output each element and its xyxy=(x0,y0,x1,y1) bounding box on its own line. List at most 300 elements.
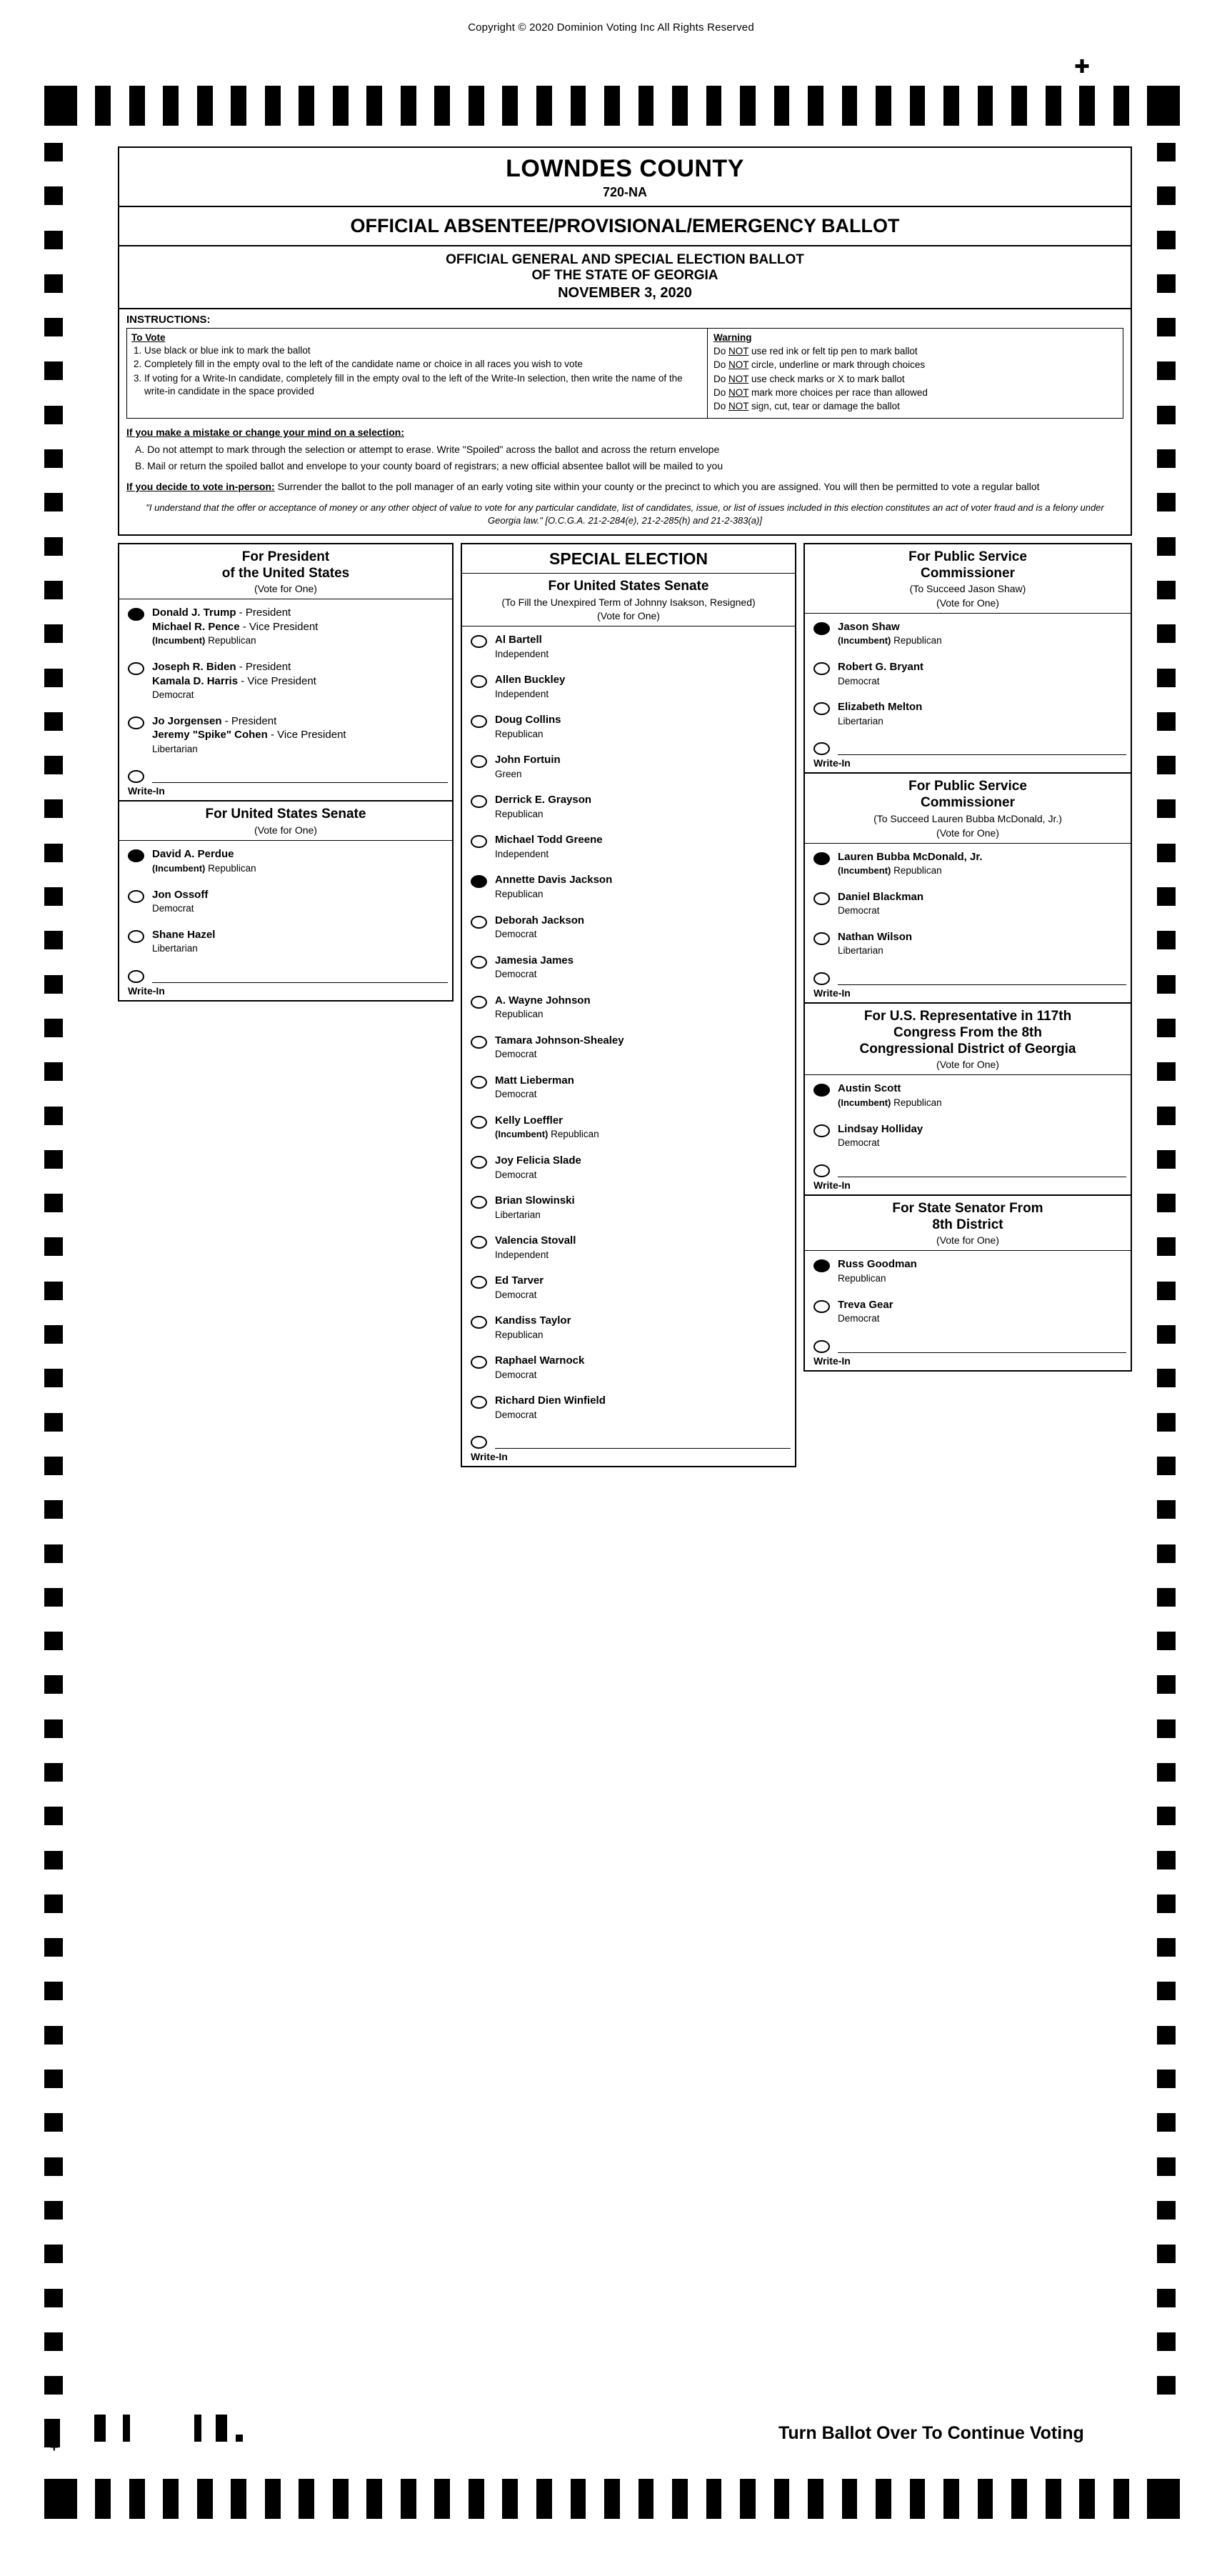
timing-mark xyxy=(44,2479,77,2519)
write-in-line[interactable] xyxy=(838,740,1126,755)
timing-mark xyxy=(44,1194,63,1212)
vote-oval[interactable] xyxy=(471,635,487,648)
warning-heading: Warning xyxy=(713,332,752,343)
option-text: David A. Perdue (Incumbent) Republican xyxy=(152,848,256,874)
timing-mark xyxy=(44,1851,63,1869)
vote-oval[interactable] xyxy=(471,875,487,888)
write-in-oval[interactable] xyxy=(813,1164,830,1177)
timing-mark xyxy=(1157,1982,1176,2000)
warning-item: Do NOT circle, underline or mark through choices xyxy=(713,359,926,371)
contest-header xyxy=(119,544,452,600)
ballot-option[interactable] xyxy=(805,614,1131,654)
timing-mark xyxy=(1157,669,1176,687)
mistake-heading: If you make a mistake or change your mind on a selection: xyxy=(126,426,404,439)
write-in-oval[interactable] xyxy=(813,1340,830,1353)
timing-mark xyxy=(44,2201,63,2220)
contest-psc-mcdonald xyxy=(803,772,1132,1004)
timing-mark xyxy=(401,86,416,126)
to-vote-step: 1. Use black or blue ink to mark the ballot xyxy=(144,344,703,357)
timing-mark xyxy=(44,361,63,380)
vote-for-instruction: (Vote for One) xyxy=(936,1059,999,1071)
write-in-option[interactable] xyxy=(119,962,452,983)
timing-mark xyxy=(44,931,63,949)
write-in-label: Write-In xyxy=(813,987,851,999)
timing-mark xyxy=(1157,2289,1176,2307)
to-vote-steps xyxy=(131,344,703,398)
option-text: Jon Ossoff Democrat xyxy=(152,888,209,914)
timing-mark xyxy=(299,2479,314,2519)
ballot-option[interactable] xyxy=(462,626,795,667)
timing-mark xyxy=(978,86,993,126)
write-in-oval[interactable] xyxy=(813,972,830,985)
timing-mark xyxy=(1157,2332,1176,2351)
timing-mark xyxy=(910,86,926,126)
ballot-option[interactable] xyxy=(462,827,795,867)
timing-mark xyxy=(44,493,63,511)
timing-mark xyxy=(44,1938,63,1957)
ballot-option[interactable] xyxy=(805,1292,1131,1332)
write-in-option[interactable] xyxy=(805,964,1131,985)
vote-oval[interactable] xyxy=(128,930,144,943)
write-in-label: Write-In xyxy=(471,1451,508,1463)
timing-mark xyxy=(604,86,620,126)
timing-mark xyxy=(1157,887,1176,906)
vote-oval[interactable] xyxy=(813,1300,830,1313)
ballot-option[interactable] xyxy=(805,694,1131,734)
vote-oval[interactable] xyxy=(813,1084,830,1097)
timing-mark xyxy=(333,2479,349,2519)
write-in-oval[interactable] xyxy=(471,1436,487,1449)
option-text: Treva Gear Democrat xyxy=(838,1298,893,1324)
timing-mark xyxy=(1157,231,1176,249)
timing-mark xyxy=(1157,1194,1176,1212)
ballot-option[interactable] xyxy=(805,1251,1131,1291)
vote-oval[interactable] xyxy=(471,715,487,728)
ballot-option[interactable] xyxy=(462,667,795,707)
timing-mark xyxy=(1157,1369,1176,1387)
timing-mark xyxy=(434,2479,450,2519)
ballot-option[interactable] xyxy=(462,867,795,907)
write-in-line[interactable] xyxy=(495,1434,791,1449)
write-in-line[interactable] xyxy=(152,968,448,983)
option-text: Joy Felicia Slade Democrat xyxy=(495,1154,581,1180)
timing-mark xyxy=(1157,2113,1176,2132)
vote-oval[interactable] xyxy=(471,996,487,1009)
vote-for-instruction: (Vote for One) xyxy=(936,1234,999,1247)
vote-oval[interactable] xyxy=(471,956,487,969)
option-text: Lindsay Holliday Democrat xyxy=(838,1122,923,1149)
vote-oval[interactable] xyxy=(128,849,144,862)
timing-mark xyxy=(44,143,63,161)
timing-mark xyxy=(1157,1544,1176,1563)
ballot-option[interactable] xyxy=(119,922,452,962)
vote-oval[interactable] xyxy=(471,1276,487,1289)
vote-oval[interactable] xyxy=(128,890,144,903)
contest-title: For U.S. Representative in 117th Congress From the 8th Congressional District of Georgia xyxy=(859,1009,1076,1057)
timing-mark xyxy=(1157,2376,1176,2395)
timing-mark xyxy=(44,2157,63,2176)
timing-mark xyxy=(876,86,891,126)
timing-mark xyxy=(44,1719,63,1738)
ballot-option[interactable] xyxy=(462,1107,795,1147)
option-text: Allen Buckley Independent xyxy=(495,674,566,699)
ballot-option[interactable] xyxy=(119,708,452,762)
timing-mark xyxy=(774,2479,790,2519)
option-text: Kandiss Taylor Republican xyxy=(495,1314,571,1340)
ballot-option[interactable] xyxy=(119,841,452,881)
vote-oval[interactable] xyxy=(471,1316,487,1329)
option-text: Austin Scott (Incumbent) Republican xyxy=(838,1082,942,1108)
contest-header xyxy=(805,1004,1131,1075)
option-text: Joseph R. Biden - President Kamala D. Harris - Vice President Democrat xyxy=(152,661,316,701)
option-text: Michael Todd Greene Independent xyxy=(495,834,603,859)
timing-mark xyxy=(44,2026,63,2045)
vote-for-instruction: (Vote for One) xyxy=(254,583,317,595)
timing-mark xyxy=(44,624,63,643)
election-title-line2: OF THE STATE OF GEORGIA xyxy=(531,268,718,283)
timing-mark xyxy=(1157,1413,1176,1432)
ballot-option[interactable] xyxy=(462,1227,795,1267)
vote-for-instruction: (Vote for One) xyxy=(597,610,660,622)
vote-oval[interactable] xyxy=(471,1236,487,1249)
timing-mark xyxy=(1157,1588,1176,1607)
write-in-line[interactable] xyxy=(838,1162,1126,1177)
timing-mark xyxy=(469,2479,484,2519)
ballot-option[interactable] xyxy=(805,1116,1131,1156)
timing-mark xyxy=(842,86,858,126)
timing-mark xyxy=(44,1237,63,1256)
contest-us-senate xyxy=(118,800,454,1001)
option-text: A. Wayne Johnson Republican xyxy=(495,994,591,1020)
registration-crosshair-icon: ✚ xyxy=(1074,56,1090,77)
timing-mark xyxy=(910,2479,926,2519)
ballot-option[interactable] xyxy=(805,844,1131,884)
option-text: Ed Tarver Democrat xyxy=(495,1274,544,1300)
vote-oval[interactable] xyxy=(471,755,487,768)
contest-state-senator-8 xyxy=(803,1194,1132,1372)
timing-mark xyxy=(44,1763,63,1782)
timing-mark xyxy=(197,2479,213,2519)
timing-mark xyxy=(536,86,552,126)
timing-mark xyxy=(502,86,518,126)
write-in-line[interactable] xyxy=(838,970,1126,985)
timing-mark xyxy=(604,2479,620,2519)
timing-mark xyxy=(1157,1500,1176,1519)
contest-columns xyxy=(118,543,1132,1467)
timing-mark xyxy=(469,86,484,126)
option-text: John Fortuin Green xyxy=(495,754,561,779)
mistake-section xyxy=(126,425,1123,473)
timing-mark xyxy=(1157,1851,1176,1869)
warning-item: Do NOT mark more choices per race than allowed xyxy=(713,386,928,398)
vote-oval[interactable] xyxy=(471,795,487,808)
timing-mark xyxy=(265,2479,281,2519)
write-in-oval[interactable] xyxy=(128,770,144,783)
column-right xyxy=(803,543,1132,1370)
timing-mark xyxy=(1157,1237,1176,1256)
option-text: Russ Goodman Republican xyxy=(838,1258,917,1284)
ballot-option[interactable] xyxy=(462,1387,795,1427)
vote-oval[interactable] xyxy=(813,702,830,715)
option-text: Elizabeth Melton Libertarian xyxy=(838,701,923,727)
timing-mark xyxy=(1157,1807,1176,1825)
vote-oval[interactable] xyxy=(813,622,830,635)
timing-mark xyxy=(163,2479,179,2519)
ballot-option[interactable] xyxy=(462,1307,795,1347)
timing-mark xyxy=(1079,2479,1095,2519)
timing-mark xyxy=(44,2376,63,2395)
ballot-option[interactable] xyxy=(462,947,795,987)
ballot-option[interactable] xyxy=(462,1267,795,1307)
in-person-text: Surrender the ballot to the poll manager of an early voting site within your county or the precinct to which you are assigned. You will then be permitted to vote a regular ballot xyxy=(277,481,1040,493)
vote-oval[interactable] xyxy=(471,1356,487,1369)
option-text: Doug Collins Republican xyxy=(495,714,561,739)
timing-mark xyxy=(978,2479,993,2519)
timing-mark xyxy=(1157,2245,1176,2263)
contest-subtitle: (To Succeed Lauren Bubba McDonald, Jr.) xyxy=(873,813,1062,825)
timing-mark xyxy=(197,86,213,126)
timing-mark xyxy=(44,186,63,205)
vote-oval[interactable] xyxy=(471,1196,487,1209)
warning-list xyxy=(713,345,1117,413)
option-text: Matt Lieberman Democrat xyxy=(495,1074,574,1100)
ballot-option[interactable] xyxy=(805,1075,1131,1115)
timing-mark xyxy=(842,2479,858,2519)
ballot-option[interactable] xyxy=(462,1147,795,1187)
timing-mark xyxy=(1157,449,1176,468)
timing-mark xyxy=(1157,1282,1176,1300)
timing-mark xyxy=(1157,975,1176,994)
option-text: Jason Shaw (Incumbent) Republican xyxy=(838,620,942,647)
timing-mark xyxy=(44,975,63,994)
timing-mark xyxy=(95,86,111,126)
option-text: Al Bartell Independent xyxy=(495,634,549,659)
timing-mark xyxy=(1079,86,1095,126)
special-election-banner: SPECIAL ELECTION xyxy=(462,544,795,574)
timing-marks-bottom xyxy=(44,2479,1180,2519)
option-text: Kelly Loeffler (Incumbent) Republican xyxy=(495,1114,599,1140)
timing-mark xyxy=(536,2479,552,2519)
vote-oval[interactable] xyxy=(813,1124,830,1137)
timing-mark xyxy=(44,1894,63,1913)
timing-mark xyxy=(1157,1719,1176,1738)
vote-oval[interactable] xyxy=(471,835,487,848)
option-text: Derrick E. Grayson Republican xyxy=(495,794,592,819)
ballot-option[interactable] xyxy=(805,924,1131,964)
election-date: NOVEMBER 3, 2020 xyxy=(558,285,692,301)
timing-mark xyxy=(1157,1675,1176,1694)
option-text: Brian Slowinski Libertarian xyxy=(495,1194,575,1220)
option-text: Jo Jorgensen - President Jeremy "Spike" Cohen - Vice President Libertarian xyxy=(152,714,346,754)
timing-mark xyxy=(44,1107,63,1125)
timing-mark xyxy=(1157,406,1176,424)
timing-mark xyxy=(1157,186,1176,205)
vote-oval[interactable] xyxy=(471,916,487,929)
timing-marks-left xyxy=(44,143,63,2420)
timing-mark xyxy=(44,1282,63,1300)
vote-oval[interactable] xyxy=(128,717,144,729)
timing-mark xyxy=(1157,1019,1176,1037)
timing-mark xyxy=(943,86,959,126)
timing-mark xyxy=(44,2113,63,2132)
timing-mark xyxy=(1157,318,1176,336)
timing-mark xyxy=(44,1369,63,1387)
contest-header xyxy=(805,774,1131,843)
timing-mark xyxy=(44,1150,63,1169)
vote-oval[interactable] xyxy=(813,1259,830,1272)
voter-fraud-oath: "I understand that the offer or acceptance of money or any other object of value to vote for any particular candidate, list of candidates, issue, or list of issues included in this election constitutes an act of voter fraud and is a felony under Georgia law." [O.C.G.A. 21-2-284(e), 21-2-285(h) and 21-2-383(a)] xyxy=(146,501,1104,526)
timing-mark xyxy=(672,86,688,126)
timing-mark xyxy=(44,231,63,249)
ballot-option[interactable] xyxy=(462,1347,795,1387)
timing-mark xyxy=(163,86,179,126)
ballot-option[interactable] xyxy=(119,882,452,922)
timing-mark xyxy=(401,2479,416,2519)
write-in-option[interactable] xyxy=(805,734,1131,755)
vote-oval[interactable] xyxy=(813,892,830,905)
timing-mark xyxy=(44,406,63,424)
timing-mark xyxy=(1157,1938,1176,1957)
timing-mark xyxy=(366,2479,382,2519)
timing-mark xyxy=(299,86,314,126)
vote-oval[interactable] xyxy=(471,1396,487,1409)
timing-mark xyxy=(638,86,654,126)
ballot-option[interactable] xyxy=(119,599,452,654)
timing-mark xyxy=(1157,2157,1176,2176)
option-text: Tamara Johnson-Shealey Democrat xyxy=(495,1034,624,1060)
ballot-option[interactable] xyxy=(119,654,452,708)
write-in-option[interactable] xyxy=(462,1427,795,1449)
timing-mark xyxy=(44,581,63,599)
timing-mark xyxy=(1157,712,1176,731)
timing-mark xyxy=(502,2479,518,2519)
timing-mark xyxy=(231,86,246,126)
contest-header xyxy=(805,1196,1131,1252)
timing-mark xyxy=(1157,2026,1176,2045)
write-in-option[interactable] xyxy=(805,1332,1131,1353)
timing-mark xyxy=(876,2479,891,2519)
ballot-header xyxy=(118,146,1132,206)
contest-header xyxy=(805,544,1131,614)
timing-mark xyxy=(44,756,63,774)
timing-mark xyxy=(44,1588,63,1607)
write-in-label: Write-In xyxy=(813,1179,851,1191)
ballot-option[interactable] xyxy=(462,1067,795,1107)
vote-oval[interactable] xyxy=(471,1076,487,1089)
ballot-option[interactable] xyxy=(462,707,795,747)
timing-mark xyxy=(571,86,586,126)
timing-mark xyxy=(44,2070,63,2088)
option-text: Raphael Warnock Democrat xyxy=(495,1354,585,1380)
timing-mark xyxy=(808,86,823,126)
timing-mark xyxy=(1046,86,1061,126)
vote-oval[interactable] xyxy=(471,1156,487,1169)
timing-mark xyxy=(44,1019,63,1037)
contest-subtitle: (To Succeed Jason Shaw) xyxy=(909,583,1026,595)
timing-mark xyxy=(1147,86,1180,126)
timing-mark xyxy=(740,2479,756,2519)
timing-mark xyxy=(44,844,63,862)
contest-subtitle: (To Fill the Unexpired Term of Johnny Isakson, Resigned) xyxy=(501,596,756,608)
timing-mark xyxy=(740,86,756,126)
write-in-line[interactable] xyxy=(152,768,448,783)
vote-for-instruction: (Vote for One) xyxy=(936,596,999,609)
timing-mark xyxy=(1157,1062,1176,1081)
ballot-option[interactable] xyxy=(462,787,795,827)
ballot-option[interactable] xyxy=(805,654,1131,694)
vote-oval[interactable] xyxy=(471,675,487,688)
contest-us-rep-8 xyxy=(803,1002,1132,1196)
option-text: Richard Dien Winfield Democrat xyxy=(495,1394,606,1420)
timing-mark xyxy=(44,1544,63,1563)
timing-mark xyxy=(1113,86,1129,126)
mistake-item-b: B. Mail or return the spoiled ballot and envelope to your county board of registrars; a new official absentee ballot will be mailed to you xyxy=(135,459,723,471)
warning-item: Do NOT sign, cut, tear or damage the ballot xyxy=(713,401,900,412)
ballot-option[interactable] xyxy=(462,747,795,787)
timing-mark xyxy=(44,1062,63,1081)
column-left xyxy=(118,543,454,1000)
timing-mark xyxy=(1113,2479,1129,2519)
timing-mark xyxy=(1157,493,1176,511)
timing-mark xyxy=(1157,844,1176,862)
timing-mark xyxy=(1157,624,1176,643)
timing-mark xyxy=(1157,143,1176,161)
timing-mark xyxy=(1157,931,1176,949)
vote-oval[interactable] xyxy=(813,932,830,945)
timing-mark xyxy=(1157,581,1176,599)
option-text: Valencia Stovall Independent xyxy=(495,1234,576,1260)
timing-mark xyxy=(44,1413,63,1432)
write-in-option[interactable] xyxy=(805,1156,1131,1177)
ballot-option[interactable] xyxy=(462,987,795,1027)
contest-special-election xyxy=(461,543,796,1468)
timing-mark xyxy=(366,86,382,126)
timing-mark xyxy=(808,2479,823,2519)
mistake-item-a: A. Do not attempt to mark through the selection or attempt to erase. Write "Spoiled" across the ballot and across the return envelope xyxy=(135,443,720,455)
timing-mark xyxy=(774,86,790,126)
vote-oval[interactable] xyxy=(471,1116,487,1129)
timing-mark xyxy=(44,537,63,556)
timing-mark xyxy=(44,1982,63,2000)
timing-mark xyxy=(44,2332,63,2351)
write-in-oval[interactable] xyxy=(128,970,144,983)
timing-mark xyxy=(44,712,63,731)
county-name: LOWNDES COUNTY xyxy=(506,155,744,182)
timing-mark xyxy=(1157,2070,1176,2088)
write-in-line[interactable] xyxy=(838,1338,1126,1353)
vote-oval[interactable] xyxy=(128,662,144,675)
contest-header xyxy=(462,574,795,626)
timing-mark xyxy=(1157,361,1176,380)
timing-mark xyxy=(129,86,145,126)
timing-mark xyxy=(1157,274,1176,293)
ballot-option[interactable] xyxy=(462,1027,795,1067)
ballot-option[interactable] xyxy=(805,884,1131,924)
vote-oval[interactable] xyxy=(128,608,144,621)
timing-mark xyxy=(1157,1763,1176,1782)
timing-mark xyxy=(44,669,63,687)
option-text: Daniel Blackman Democrat xyxy=(838,890,924,917)
ballot-option[interactable] xyxy=(462,1187,795,1227)
write-in-label: Write-In xyxy=(128,984,165,997)
ballot-option[interactable] xyxy=(462,907,795,947)
write-in-oval[interactable] xyxy=(813,742,830,755)
vote-oval[interactable] xyxy=(813,852,830,865)
write-in-option[interactable] xyxy=(119,762,452,783)
vote-oval[interactable] xyxy=(813,662,830,675)
timing-mark xyxy=(44,318,63,336)
vote-oval[interactable] xyxy=(471,1036,487,1049)
